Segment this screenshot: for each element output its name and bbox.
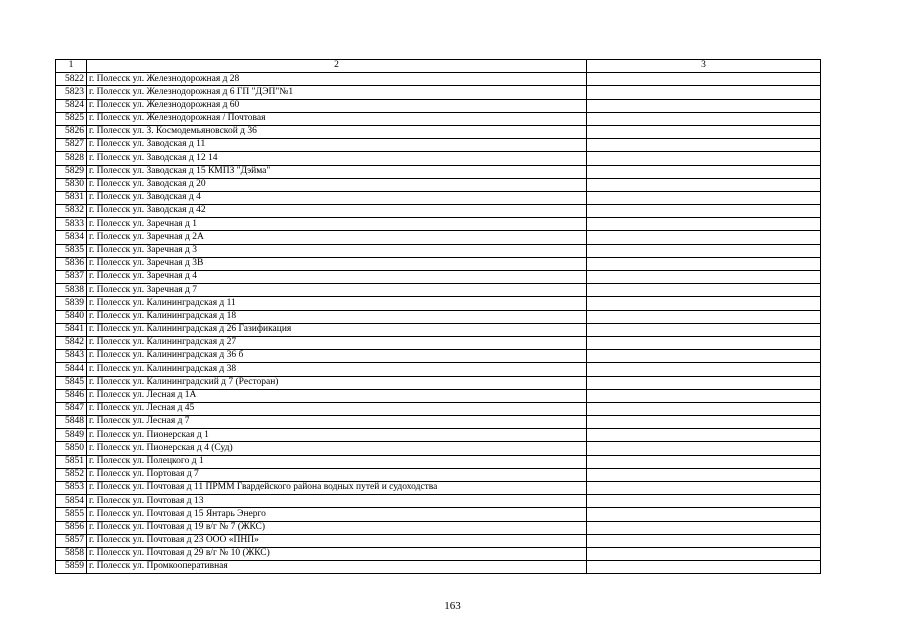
address-cell: г. Полесск ул. Калининградская д 38 xyxy=(87,363,587,376)
address-cell: г. Полесск ул. Промкооперативная xyxy=(87,561,587,574)
value-cell xyxy=(587,363,821,376)
table-row xyxy=(56,284,821,297)
value-cell xyxy=(587,231,821,244)
table-row xyxy=(56,231,821,244)
address-cell: г. Полесск ул. Заречная д 4 xyxy=(87,271,587,284)
table-row xyxy=(56,152,821,165)
value-cell xyxy=(587,218,821,231)
address-cell: г. Полесск ул. Железнодорожная / Почтовая xyxy=(87,112,587,125)
row-number: 5851 xyxy=(56,455,87,468)
value-cell xyxy=(587,125,821,138)
address-cell: г. Полесск ул. Калининградская д 36 б xyxy=(87,350,587,363)
value-cell xyxy=(587,86,821,99)
row-number: 5855 xyxy=(56,508,87,521)
table-row xyxy=(56,297,821,310)
value-cell xyxy=(587,389,821,402)
table-row xyxy=(56,389,821,402)
value-cell xyxy=(587,416,821,429)
value-cell xyxy=(587,547,821,560)
address-cell: г. Полесск ул. Заводская д 42 xyxy=(87,205,587,218)
table-row xyxy=(56,416,821,429)
value-cell xyxy=(587,508,821,521)
row-number: 5858 xyxy=(56,547,87,560)
address-cell: г. Полесск ул. Железнодорожная д 28 xyxy=(87,73,587,86)
address-cell: г. Полесск ул. Заречная д 3В xyxy=(87,257,587,270)
value-cell xyxy=(587,468,821,481)
value-cell xyxy=(587,178,821,191)
address-cell: г. Полесск ул. Заречная д 1 xyxy=(87,218,587,231)
address-cell: г. Полесск ул. Почтовая д 29 в/г № 10 (ЖКС) xyxy=(87,547,587,560)
address-cell: г. Полесск ул. Лесная д 7 xyxy=(87,416,587,429)
table-row xyxy=(56,139,821,152)
address-cell: г. Полесск ул. Лесная д 45 xyxy=(87,402,587,415)
address-cell: г. Полесск ул. Пионерская д 4 (Суд) xyxy=(87,442,587,455)
table-row xyxy=(56,112,821,125)
address-cell: г. Полесск ул. Заводская д 4 xyxy=(87,191,587,204)
row-number: 5824 xyxy=(56,99,87,112)
table-row xyxy=(56,178,821,191)
row-number: 5856 xyxy=(56,521,87,534)
address-cell: г. Полесск ул. Железнодорожная д 6 ГП "ДЭП"№1 xyxy=(87,86,587,99)
column-header-3: 3 xyxy=(587,60,821,73)
value-cell xyxy=(587,112,821,125)
address-cell: г. Полесск ул. Заводская д 12 14 xyxy=(87,152,587,165)
address-cell: г. Полесск ул. Портовая д 7 xyxy=(87,468,587,481)
address-cell: г. Полесск ул. Почтовая д 15 Янтарь Энерго xyxy=(87,508,587,521)
value-cell xyxy=(587,244,821,257)
table-row xyxy=(56,508,821,521)
row-number: 5841 xyxy=(56,323,87,336)
row-number: 5832 xyxy=(56,205,87,218)
row-number: 5847 xyxy=(56,402,87,415)
value-cell xyxy=(587,482,821,495)
value-cell xyxy=(587,99,821,112)
row-number: 5848 xyxy=(56,416,87,429)
value-cell xyxy=(587,455,821,468)
table-row xyxy=(56,468,821,481)
table-row xyxy=(56,376,821,389)
value-cell xyxy=(587,376,821,389)
row-number: 5845 xyxy=(56,376,87,389)
value-cell xyxy=(587,205,821,218)
address-cell: г. Полесск ул. Заречная д 3 xyxy=(87,244,587,257)
value-cell xyxy=(587,73,821,86)
row-number: 5846 xyxy=(56,389,87,402)
address-cell: г. Полесск ул. Почтовая д 23 ООО «ПНП» xyxy=(87,534,587,547)
value-cell xyxy=(587,310,821,323)
table-row xyxy=(56,363,821,376)
table-row xyxy=(56,218,821,231)
table-body xyxy=(56,73,821,574)
table-row xyxy=(56,205,821,218)
value-cell xyxy=(587,284,821,297)
address-cell: г. Полесск ул. Калининградская д 27 xyxy=(87,336,587,349)
row-number: 5854 xyxy=(56,495,87,508)
table-row xyxy=(56,73,821,86)
value-cell xyxy=(587,191,821,204)
value-cell xyxy=(587,561,821,574)
address-cell: г. Полесск ул. Калининградская д 11 xyxy=(87,297,587,310)
row-number: 5825 xyxy=(56,112,87,125)
value-cell xyxy=(587,257,821,270)
row-number: 5826 xyxy=(56,125,87,138)
address-cell: г. Полесск ул. Заводская д 15 КМПЗ "Дэйма" xyxy=(87,165,587,178)
row-number: 5834 xyxy=(56,231,87,244)
table-row xyxy=(56,402,821,415)
table-row xyxy=(56,257,821,270)
row-number: 5836 xyxy=(56,257,87,270)
table-row xyxy=(56,323,821,336)
table-row xyxy=(56,86,821,99)
row-number: 5849 xyxy=(56,429,87,442)
value-cell xyxy=(587,534,821,547)
table-row xyxy=(56,99,821,112)
value-cell xyxy=(587,271,821,284)
row-number: 5823 xyxy=(56,86,87,99)
column-header-2: 2 xyxy=(87,60,587,73)
address-cell: г. Полесск ул. Лесная д 1А xyxy=(87,389,587,402)
address-cell: г. Полесск ул. Заречная д 2А xyxy=(87,231,587,244)
row-number: 5828 xyxy=(56,152,87,165)
table-row xyxy=(56,191,821,204)
value-cell xyxy=(587,521,821,534)
value-cell xyxy=(587,336,821,349)
address-table xyxy=(55,59,821,574)
address-cell: г. Полесск ул. Пионерская д 1 xyxy=(87,429,587,442)
row-number: 5835 xyxy=(56,244,87,257)
row-number: 5859 xyxy=(56,561,87,574)
value-cell xyxy=(587,402,821,415)
address-cell: г. Полесск ул. Полецкого д 1 xyxy=(87,455,587,468)
table-row xyxy=(56,521,821,534)
table-row xyxy=(56,125,821,138)
row-number: 5827 xyxy=(56,139,87,152)
address-cell: г. Полесск ул. Почтовая д 19 в/г № 7 (ЖКС) xyxy=(87,521,587,534)
table-row xyxy=(56,442,821,455)
column-header-1: 1 xyxy=(56,60,87,73)
row-number: 5837 xyxy=(56,271,87,284)
value-cell xyxy=(587,297,821,310)
address-cell: г. Полесск ул. Заводская д 11 xyxy=(87,139,587,152)
row-number: 5842 xyxy=(56,336,87,349)
address-cell: г. Полесск ул. Почтовая д 13 xyxy=(87,495,587,508)
row-number: 5853 xyxy=(56,482,87,495)
address-cell: г. Полесск ул. Железнодорожная д 60 xyxy=(87,99,587,112)
row-number: 5833 xyxy=(56,218,87,231)
address-cell: г. Полесск ул. Калининградский д 7 (Ресторан) xyxy=(87,376,587,389)
address-cell: г. Полесск ул. Калининградская д 26 Газификация xyxy=(87,323,587,336)
value-cell xyxy=(587,495,821,508)
table-row xyxy=(56,561,821,574)
row-number: 5840 xyxy=(56,310,87,323)
row-number: 5830 xyxy=(56,178,87,191)
address-cell: г. Полесск ул. З. Космодемьяновской д 36 xyxy=(87,125,587,138)
table-row xyxy=(56,310,821,323)
value-cell xyxy=(587,442,821,455)
row-number: 5850 xyxy=(56,442,87,455)
table-row xyxy=(56,429,821,442)
table-row xyxy=(56,547,821,560)
value-cell xyxy=(587,152,821,165)
row-number: 5843 xyxy=(56,350,87,363)
table-row xyxy=(56,482,821,495)
table-row xyxy=(56,244,821,257)
table-row xyxy=(56,165,821,178)
row-number: 5829 xyxy=(56,165,87,178)
row-number: 5839 xyxy=(56,297,87,310)
row-number: 5831 xyxy=(56,191,87,204)
page-number: 163 xyxy=(444,600,461,612)
value-cell xyxy=(587,350,821,363)
value-cell xyxy=(587,139,821,152)
table-row xyxy=(56,336,821,349)
row-number: 5822 xyxy=(56,73,87,86)
value-cell xyxy=(587,323,821,336)
address-cell: г. Полесск ул. Заводская д 20 xyxy=(87,178,587,191)
row-number: 5857 xyxy=(56,534,87,547)
table-row xyxy=(56,495,821,508)
address-cell: г. Полесск ул. Заречная д 7 xyxy=(87,284,587,297)
row-number: 5844 xyxy=(56,363,87,376)
address-cell: г. Полесск ул. Калининградская д 18 xyxy=(87,310,587,323)
row-number: 5852 xyxy=(56,468,87,481)
table-row xyxy=(56,271,821,284)
table-row xyxy=(56,455,821,468)
table-row xyxy=(56,534,821,547)
table-row xyxy=(56,350,821,363)
table-header-row xyxy=(56,60,821,73)
row-number: 5838 xyxy=(56,284,87,297)
value-cell xyxy=(587,429,821,442)
address-cell: г. Полесск ул. Почтовая д 11 ПРММ Гвардейского района водных путей и судоходства xyxy=(87,482,587,495)
value-cell xyxy=(587,165,821,178)
